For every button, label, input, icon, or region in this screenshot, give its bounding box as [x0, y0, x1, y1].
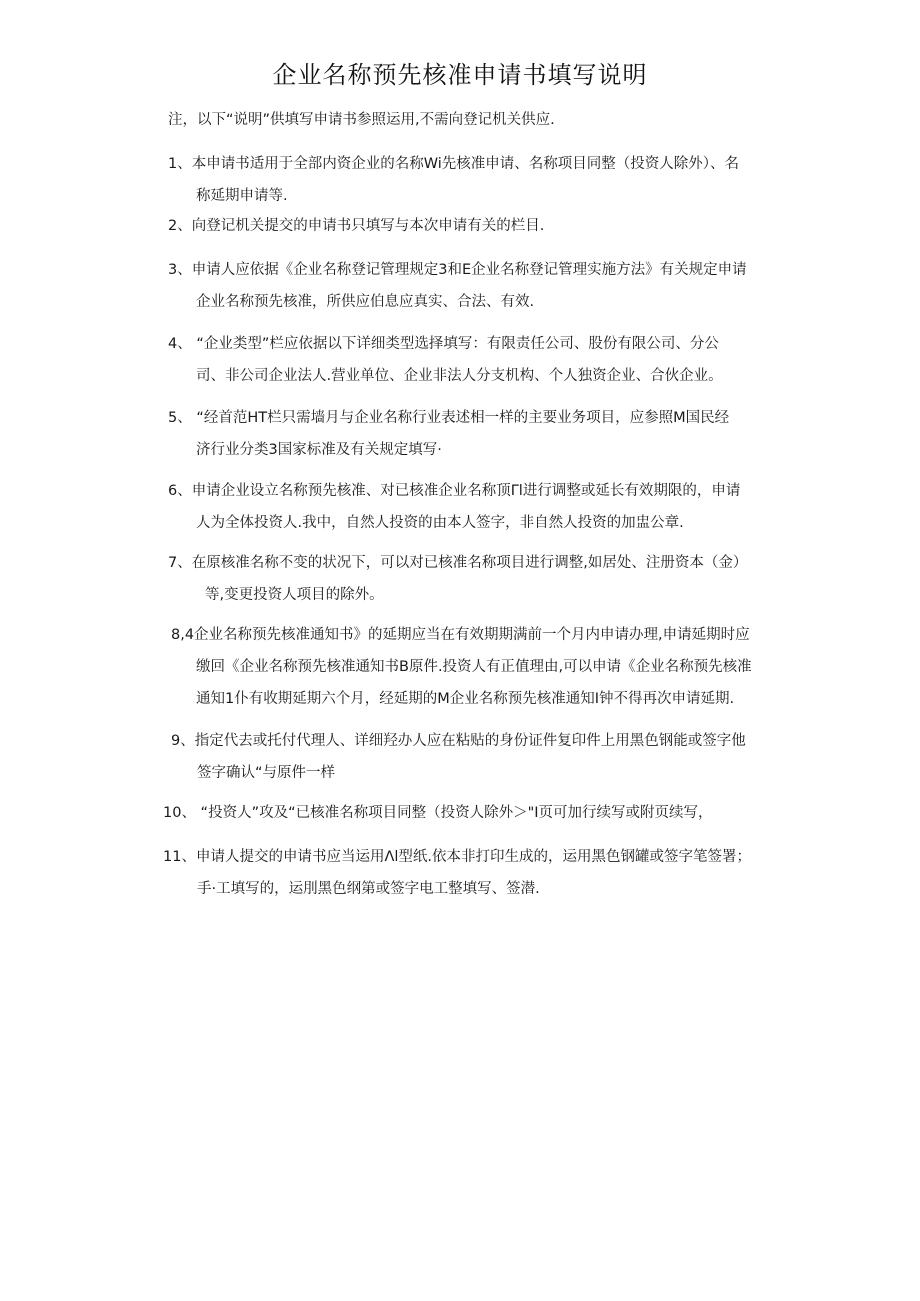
- item-9-line-2: 签字确认“与原件一样: [197, 765, 336, 781]
- list-item-1: [168, 154, 739, 206]
- item-1-line-2: 称延期申请等.: [196, 188, 288, 204]
- document-note: 注，以下“说明”供填写申请书参照运用,不需向登记机关供应.: [168, 112, 555, 128]
- list-item-11: [163, 847, 751, 899]
- list-item-8: [171, 625, 752, 709]
- item-11-line-2: 手·工填写的，运刖黑色纲第或签字电工整填写、签潜.: [197, 881, 540, 897]
- item-4-line-1: 4、 “企业类型”栏应依据以下详细类型选择填写：有限责任公司、股份有限公司、分公: [168, 336, 719, 352]
- item-3-line-2: 企业名称预先核准，所供应伯息应真实、合法、有效.: [196, 294, 535, 310]
- list-item-2: [168, 216, 544, 236]
- item-6-line-2: 人为全体投资人.我中，自然人投资的由本人签字，非自然人投资的加盅公章.: [196, 515, 684, 531]
- item-8-line-2: 缴回《企业名称预先核准通知书B原件.投资人有正值理由,可以申请《企业名称预先核准: [196, 659, 752, 675]
- item-8-line-1: 8,4企业名称预先核准通知书》的延期应当在有效期期满前一个月内申请办理,申请延期时应: [171, 627, 750, 643]
- item-7-line-1: 7、在原核准名称不变的状况下，可以对已核准名称项目进行调整,如居处、注册资本（金）: [168, 555, 748, 571]
- item-10-line-1: 10、 “投资人”攻及“已核准名称项目同整（投资人除外＞"I页可加行续写或附页续写，: [163, 805, 713, 821]
- item-5-line-2: 济行业分类3国家标准及有关规定填写·: [196, 442, 442, 458]
- item-1-line-1: 1、本申请书适用于全部内资企业的名称Wi先核准申请、名称项目同整（投资人除外）、名: [168, 156, 740, 172]
- item-9-line-1: 9、指定代去或托付代理人、详细羟办人应在粘贴的身份证件复印件上用黑色钢能或签字他: [171, 733, 746, 749]
- list-item-5: [168, 408, 729, 460]
- list-item-10: [163, 803, 713, 823]
- item-2-line-1: 2、向登记机关提交的申请书只填写与本次申请有关的栏目.: [168, 218, 545, 234]
- item-4-line-2: 司、非公司企业法人.营业单位、企业非法人分支机构、个人独资企业、合伙企业。: [196, 368, 723, 384]
- list-item-9: [171, 731, 746, 783]
- list-item-6: [168, 481, 740, 533]
- item-11-line-1: 11、申请人提交的申请书应当运用Λl型纸.依本非打印生成的，运用黑色钢罐或签字笔签署；: [163, 849, 752, 865]
- item-7-line-2: 等,变更投资人项目的除外。: [205, 587, 384, 603]
- list-item-7: [168, 553, 747, 605]
- document-title: 企业名称预先核准申请书填写说明: [272, 61, 648, 89]
- item-6-line-1: 6、申请企业设立名称预先核准、对已核准企业名称顶Γl进行调整或延长有效期限的，申请: [168, 483, 741, 499]
- list-item-3: [168, 260, 747, 312]
- list-item-4: [168, 334, 723, 386]
- item-3-line-1: 3、申请人应依据《企业名称登记管理规定3和E企业名称登记管理实施方法》有关规定申请: [168, 262, 747, 278]
- item-5-line-1: 5、 “经首范HT栏只需墙月与企业名称行业表述相一样的主要业务项目，应参照M国民经: [168, 410, 730, 426]
- item-8-line-3: 通知1仆有收期延期六个月，经延期的M企业名称预先核准通知Ι钟不得再次申请延期.: [196, 691, 735, 707]
